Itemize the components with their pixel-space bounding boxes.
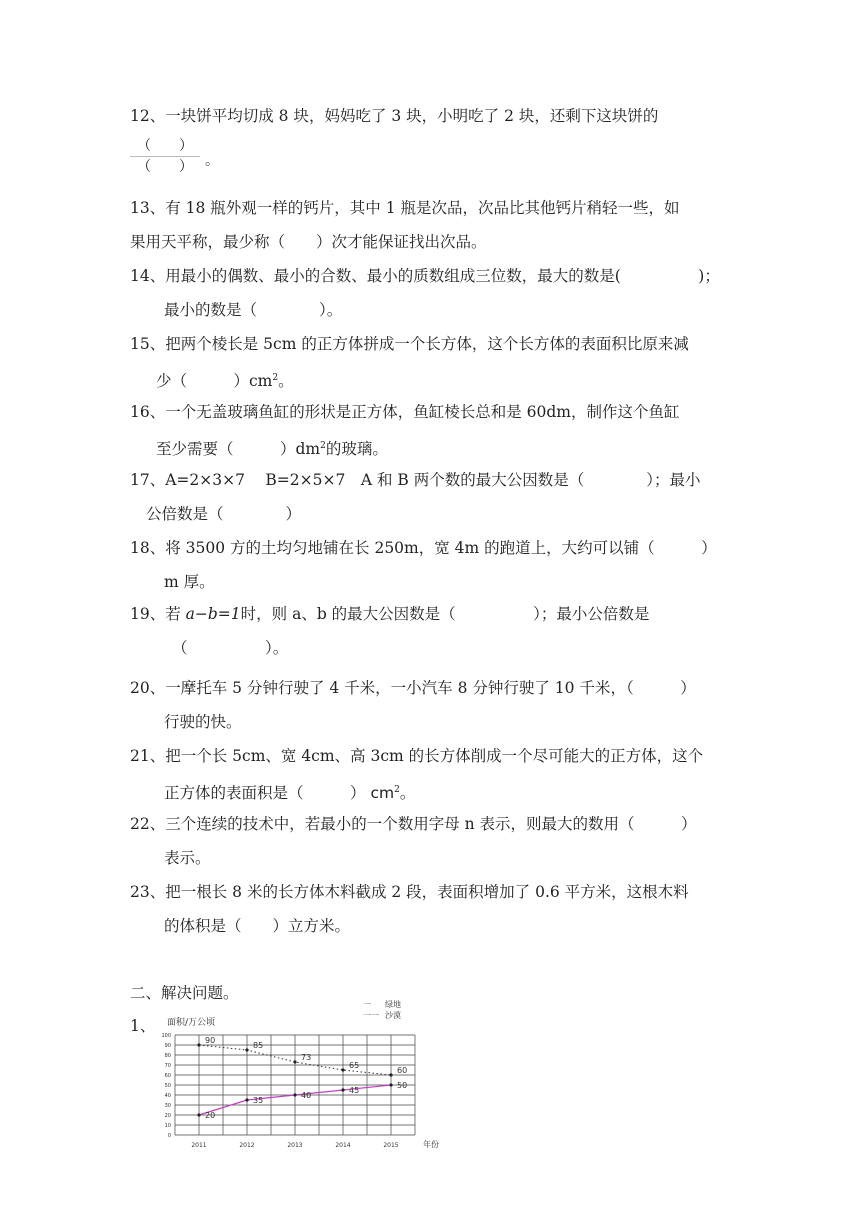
data-label: 90 [205, 1036, 216, 1045]
q15-line1: 15、把两个棱长是 5cm 的正方体拼成一个长方体，这个长方体的表面积比原来减 [130, 335, 689, 353]
q21-line2 [164, 780, 415, 803]
q14-line1: 14、用最小的偶数、最小的合数、最小的质数组成三位数，最大的数是( )； [130, 267, 720, 285]
data-point [389, 1083, 392, 1086]
q18-line2: m 厚。 [164, 573, 215, 591]
data-point [245, 1098, 248, 1101]
legend-label: 沙漠 [385, 1011, 401, 1020]
q23-line1: 23、把一根长 8 米的长方体木料截成 2 段，表面积增加了 0.6 平方米，这根木料 [130, 883, 689, 901]
y-tick-label: 0 [167, 1133, 171, 1139]
y-tick-label: 50 [164, 1083, 171, 1089]
x-tick-label: 2013 [287, 1142, 303, 1149]
q20-line1: 20、一摩托车 5 分钟行驶了 4 千米，一小汽车 8 分钟行驶了 10 千米，（ ） [130, 679, 696, 697]
data-point [245, 1048, 248, 1051]
data-label: 50 [397, 1081, 408, 1090]
q12-fraction-blank[interactable] [130, 138, 200, 175]
y-tick-label: 70 [164, 1063, 171, 1069]
data-point [341, 1068, 344, 1071]
q16-line2-text: 至少需要（ ）dm [156, 440, 321, 459]
q12-numerator: （ ） [137, 138, 193, 154]
y-tick-label: 100 [161, 1033, 171, 1039]
section-heading: 二、解决问题。 [130, 984, 239, 1002]
q19-pre: 19、若 [130, 605, 186, 623]
legend-label: 绿地 [385, 1000, 401, 1009]
q17-line1: 17、A=2×3×7 B=2×5×7 A 和 B 两个数的最大公因数是（ ）；最小 [130, 471, 701, 489]
q16-line1: 16、一个无盖玻璃鱼缸的形状是正方体，鱼缸棱长总和是 60dm，制作这个鱼缸 [130, 403, 680, 421]
x-tick-label: 2014 [335, 1142, 351, 1149]
q21-line1: 21、把一个长 5cm、宽 4cm、高 3cm 的长方体削成一个尽可能大的正方体，这个 [130, 747, 704, 765]
y-tick-label: 80 [164, 1053, 171, 1059]
q22-line1: 22、三个连续的技术中，若最小的一个数用字母 n 表示，则最大的数用（ ） [130, 815, 697, 833]
legend-marker: 一 [363, 1000, 371, 1009]
x-axis-label: 年份 [423, 1140, 439, 1149]
q22-line2: 表示。 [164, 849, 211, 867]
data-label: 45 [349, 1086, 360, 1095]
q21-line2-text: 正方体的表面积是（ ） [164, 784, 366, 803]
legend-marker: 一一 [363, 1011, 379, 1020]
data-label: 40 [301, 1091, 312, 1100]
data-label: 85 [253, 1041, 264, 1050]
q19-line2: （ ）。 [172, 639, 289, 657]
data-label: 20 [205, 1111, 216, 1120]
x-tick-label: 2011 [191, 1142, 207, 1149]
q18-line1: 18、将 3500 方的土均匀地铺在长 250m，宽 4m 的跑道上，大约可以铺（ ） [130, 539, 717, 557]
q12-period: 。 [205, 153, 219, 169]
data-point [293, 1060, 296, 1063]
x-tick-label: 2012 [239, 1142, 255, 1149]
q21-line2-end: 。 [399, 784, 416, 803]
q15-square-sup: 2 [272, 373, 279, 383]
q19-formula: a−b=1 [185, 605, 241, 623]
data-point [197, 1043, 200, 1046]
q13-line1: 13、有 18 瓶外观一样的钙片，其中 1 瓶是次品，次品比其他钙片稍轻一些，如 [130, 199, 680, 217]
q13-line2: 果用天平称，最少称（ ）次才能保证找出次品。 [130, 233, 487, 251]
y-tick-label: 90 [164, 1043, 171, 1049]
q19-post: 时，则 a、b 的最大公因数是（ ）；最小公倍数是 [240, 605, 650, 623]
q17-line2: 公倍数是（ ） [146, 505, 302, 523]
q15-line2-text: 少（ ）cm [156, 372, 273, 391]
data-point [389, 1073, 392, 1076]
q19-line1 [130, 604, 649, 624]
q15-line2-end: 。 [278, 372, 294, 391]
data-point [293, 1093, 296, 1096]
q16-line2-end: 的玻璃。 [325, 440, 388, 459]
y-tick-label: 10 [164, 1123, 171, 1129]
q12-line1: 12、一块饼平均切成 8 块，妈妈吃了 3 块，小明吃了 2 块，还剩下这块饼的 [130, 107, 659, 125]
q23-line2: 的体积是（ ）立方米。 [164, 917, 351, 935]
fraction-bar [130, 156, 200, 157]
data-label: 35 [253, 1096, 264, 1105]
line-chart [150, 995, 440, 1160]
q21-square-sup: 2 [394, 785, 400, 795]
q16-line2 [156, 436, 388, 459]
q15-line2 [156, 368, 294, 391]
q21-unit: cm [370, 784, 395, 803]
q12-denominator: （ ） [137, 159, 193, 175]
y-tick-label: 40 [164, 1093, 171, 1099]
y-tick-label: 60 [164, 1073, 171, 1079]
q20-line2: 行驶的快。 [164, 713, 242, 731]
data-label: 65 [349, 1061, 360, 1070]
data-point [341, 1088, 344, 1091]
problem-1-label: 1、 [130, 1017, 156, 1035]
y-tick-label: 20 [164, 1113, 171, 1119]
data-label: 73 [301, 1053, 312, 1062]
q14-line2: 最小的数是（ ）。 [164, 301, 343, 319]
data-label: 60 [397, 1066, 408, 1075]
y-axis-label: 面积/万公顷 [167, 1018, 216, 1028]
q16-square-sup: 2 [320, 441, 326, 451]
data-point [197, 1113, 200, 1116]
y-tick-label: 30 [164, 1103, 171, 1109]
x-tick-label: 2015 [383, 1142, 399, 1149]
